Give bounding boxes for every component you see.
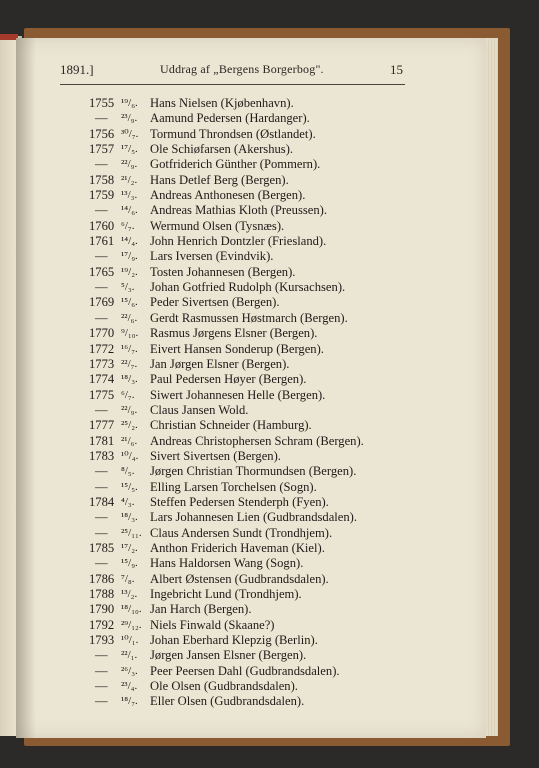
- entry-year: 1761: [89, 234, 115, 249]
- entry-year: 1772: [89, 341, 115, 356]
- entry-name: John Henrich Dontzler (Friesland).: [150, 234, 327, 249]
- entry-date: ⁶/₇.: [121, 219, 135, 232]
- entry-name: Tosten Johannesen (Bergen).: [150, 264, 296, 279]
- entry-name: Tormund Throndsen (Østlandet).: [150, 126, 316, 141]
- entry-year: 1784: [89, 494, 115, 509]
- entry-date: ¹⁵/₅.: [121, 480, 138, 493]
- header-rule: [60, 84, 405, 85]
- entry-date: ²²/₉.: [121, 403, 138, 416]
- entry-year: 1773: [89, 356, 115, 371]
- entry-date: ²⁵/₁₁.: [121, 526, 142, 539]
- entry-name: Peder Sivertsen (Bergen).: [150, 295, 280, 310]
- entry-name: Niels Finwald (Skaane?): [150, 617, 275, 632]
- entry-date: ²¹/₂.: [121, 173, 138, 186]
- entry-name: Hans Haldorsen Wang (Sogn).: [150, 556, 304, 571]
- entry-date: ¹⁷/₅.: [121, 143, 138, 156]
- register-entry: [0, 372, 470, 387]
- register-entry: [0, 403, 470, 418]
- entry-date: ⁵/₃.: [121, 281, 135, 294]
- entry-date: ²³/₄.: [121, 680, 138, 693]
- entry-name: Andreas Anthonesen (Bergen).: [150, 188, 306, 203]
- entry-year: —: [95, 111, 108, 126]
- register-entry: [0, 480, 470, 495]
- entry-date: ¹⁸/₃.: [121, 511, 138, 524]
- register-entry: [0, 265, 470, 280]
- register-entry: [0, 648, 470, 663]
- register-entry: [0, 219, 470, 234]
- entry-year: —: [95, 479, 108, 494]
- register-entry: [0, 157, 470, 172]
- entry-year: —: [95, 464, 108, 479]
- entry-name: Eller Olsen (Gudbrandsdalen).: [150, 694, 305, 709]
- entry-date: ¹⁰/₁.: [121, 634, 139, 647]
- entry-name: Ole Olsen (Gudbrandsdalen).: [150, 679, 298, 694]
- register-entry: [0, 556, 470, 571]
- entry-year: —: [95, 157, 108, 172]
- entry-year: 1790: [89, 602, 115, 617]
- entry-name: Paul Pedersen Høyer (Bergen).: [150, 372, 307, 387]
- entry-date: ²²/₉.: [121, 158, 138, 171]
- entry-name: Peer Peersen Dahl (Gudbrandsdalen).: [150, 663, 340, 678]
- entry-year: —: [95, 280, 108, 295]
- entry-year: 1759: [89, 188, 115, 203]
- running-header-title: Uddrag af „Bergens Borgerbog".: [160, 62, 324, 76]
- register-entry: [0, 326, 470, 341]
- entry-date: ⁴/₃.: [121, 495, 135, 508]
- running-header-year: 1891.]: [60, 62, 94, 77]
- entry-name: Ole Schiøfarsen (Akershus).: [150, 142, 294, 157]
- entry-date: ²²/₆.: [121, 311, 138, 324]
- entry-name: Eivert Hansen Sonderup (Bergen).: [150, 341, 324, 356]
- entry-date: ¹⁶/₇.: [121, 342, 138, 355]
- entry-date: ¹⁹/₂.: [121, 265, 138, 278]
- entry-date: ²²/₇.: [121, 357, 138, 370]
- register-entry: [0, 510, 470, 525]
- register-entry: [0, 464, 470, 479]
- entry-year: —: [95, 203, 108, 218]
- entry-name: Hans Detlef Berg (Bergen).: [150, 172, 289, 187]
- entry-date: ¹⁴/₆.: [121, 204, 138, 217]
- register-entry: [0, 357, 470, 372]
- entry-date: ²³/₉.: [121, 112, 138, 125]
- register-entry: [0, 203, 470, 218]
- entry-year: 1777: [89, 418, 115, 433]
- entry-name: Wermund Olsen (Tysnæs).: [150, 218, 285, 233]
- register-entry: [0, 434, 470, 449]
- register-entry: [0, 173, 470, 188]
- entry-year: 1783: [89, 448, 115, 463]
- entry-date: ²⁵/₂.: [121, 419, 138, 432]
- entry-year: —: [95, 556, 108, 571]
- entry-year: 1756: [89, 126, 115, 141]
- entry-name: Jørgen Jansen Elsner (Bergen).: [150, 648, 307, 663]
- entry-name: Jørgen Christian Thormundsen (Bergen).: [150, 464, 357, 479]
- register-entry: [0, 234, 470, 249]
- register-entry: [0, 249, 470, 264]
- entry-name: Hans Nielsen (Kjøbenhavn).: [150, 96, 294, 110]
- entry-name: Johan Gotfried Rudolph (Kursachsen).: [150, 280, 346, 295]
- register-entry: [0, 541, 470, 556]
- entry-name: Anthon Friderich Haveman (Kiel).: [150, 540, 325, 555]
- entry-date: ⁸/₅.: [121, 465, 135, 478]
- entry-date: ⁷/₈.: [121, 572, 135, 585]
- entry-name: Siwert Johannesen Helle (Bergen).: [150, 387, 326, 402]
- entry-year: —: [95, 510, 108, 525]
- entry-name: Sivert Sivertsen (Bergen).: [150, 448, 281, 463]
- entry-date: ¹⁴/₄.: [121, 235, 138, 248]
- entry-date: ¹⁵/₆.: [121, 296, 138, 309]
- entry-year: 1758: [89, 172, 115, 187]
- entry-year: —: [95, 310, 108, 325]
- entry-year: —: [95, 402, 108, 417]
- entry-year: —: [95, 648, 108, 663]
- entry-name: Andreas Christophersen Schram (Bergen).: [150, 433, 364, 448]
- entry-date: ⁹/₁₀.: [121, 327, 139, 340]
- entry-year: 1755: [89, 96, 115, 110]
- entry-year: 1757: [89, 142, 115, 157]
- entry-year: —: [95, 694, 108, 709]
- register-entry: [0, 188, 470, 203]
- entry-name: Aamund Pedersen (Hardanger).: [150, 111, 310, 126]
- register-entry: [0, 526, 470, 541]
- entry-date: ¹⁰/₄.: [121, 449, 139, 462]
- entry-year: —: [95, 663, 108, 678]
- entry-date: ¹⁸/₇.: [121, 695, 138, 708]
- register-entry: [0, 602, 470, 617]
- register-entry: [0, 664, 470, 679]
- register-entry: [0, 280, 470, 295]
- entry-year: 1785: [89, 540, 115, 555]
- register-entry: [0, 418, 470, 433]
- entry-name: Lars Johannesen Lien (Gudbrandsdalen).: [150, 510, 358, 525]
- entry-date: ¹³/₃.: [121, 189, 138, 202]
- entry-name: Jan Harch (Bergen).: [150, 602, 252, 617]
- entry-year: 1792: [89, 617, 115, 632]
- register-entry: [0, 342, 470, 357]
- entry-date: ⁶/₇.: [121, 388, 135, 401]
- entry-year: —: [95, 679, 108, 694]
- register-entries: [0, 96, 470, 710]
- entry-date: ²⁹/₁₂.: [121, 618, 142, 631]
- entry-name: Claus Jansen Wold.: [150, 402, 249, 417]
- register-entry: [0, 633, 470, 648]
- entry-date: ¹⁸/₃.: [121, 373, 138, 386]
- register-entry: [0, 311, 470, 326]
- entry-year: 1786: [89, 571, 115, 586]
- page-number: 15: [390, 62, 403, 77]
- entry-year: 1765: [89, 264, 115, 279]
- entry-name: Ingebricht Lund (Trondhjem).: [150, 587, 302, 601]
- entry-name: Christian Schneider (Hamburg).: [150, 418, 312, 433]
- register-entry: [0, 111, 470, 126]
- entry-name: Gerdt Rasmussen Høstmarch (Bergen).: [150, 310, 348, 325]
- entry-date: ¹⁵/₉.: [121, 557, 138, 570]
- register-entry: [0, 572, 470, 587]
- entry-name: Rasmus Jørgens Elsner (Bergen).: [150, 326, 318, 341]
- register-entry: [0, 142, 470, 157]
- register-entry: [0, 618, 470, 633]
- entry-year: 1781: [89, 433, 115, 448]
- entry-date: ²⁶/₃.: [121, 664, 138, 677]
- entry-name: Johan Eberhard Klepzig (Berlin).: [150, 633, 318, 648]
- entry-name: Albert Østensen (Gudbrandsdalen).: [150, 571, 329, 586]
- entry-name: Gotfriderich Günther (Pommern).: [150, 157, 321, 172]
- register-entry: [0, 495, 470, 510]
- entry-year: 1775: [89, 387, 115, 402]
- entry-year: 1793: [89, 633, 115, 648]
- entry-name: Elling Larsen Torchelsen (Sogn).: [150, 479, 317, 494]
- entry-year: —: [95, 525, 108, 540]
- entry-date: ¹⁹/₆.: [121, 97, 138, 109]
- entry-year: 1769: [89, 295, 115, 310]
- register-entry: [0, 587, 470, 602]
- entry-year: 1760: [89, 218, 115, 233]
- entry-name: Steffen Pedersen Stenderph (Fyen).: [150, 494, 329, 509]
- register-entry: [0, 449, 470, 464]
- entry-date: ¹³/₂.: [121, 588, 138, 600]
- register-entry: [0, 694, 470, 709]
- entry-date: ¹⁷/₉.: [121, 250, 138, 263]
- register-entry: [0, 679, 470, 694]
- entry-year: 1774: [89, 372, 115, 387]
- entry-year: —: [95, 249, 108, 264]
- register-entry: [0, 127, 470, 142]
- register-entry: [0, 96, 470, 111]
- entry-date: ¹⁸/₁₀.: [121, 603, 142, 616]
- entry-name: Lars Iversen (Evindvik).: [150, 249, 274, 264]
- register-entry: [0, 388, 470, 403]
- entry-name: Claus Andersen Sundt (Trondhjem).: [150, 525, 333, 540]
- entry-date: ²¹/₆.: [121, 434, 138, 447]
- entry-date: ²²/₁.: [121, 649, 138, 662]
- entry-name: Andreas Mathias Kloth (Preussen).: [150, 203, 327, 218]
- entry-year: 1770: [89, 326, 115, 341]
- register-entry: [0, 295, 470, 310]
- entry-year: 1788: [89, 587, 115, 601]
- entry-date: ³⁰/₇.: [121, 127, 139, 140]
- entry-name: Jan Jørgen Elsner (Bergen).: [150, 356, 290, 371]
- entry-date: ¹⁷/₂.: [121, 541, 138, 554]
